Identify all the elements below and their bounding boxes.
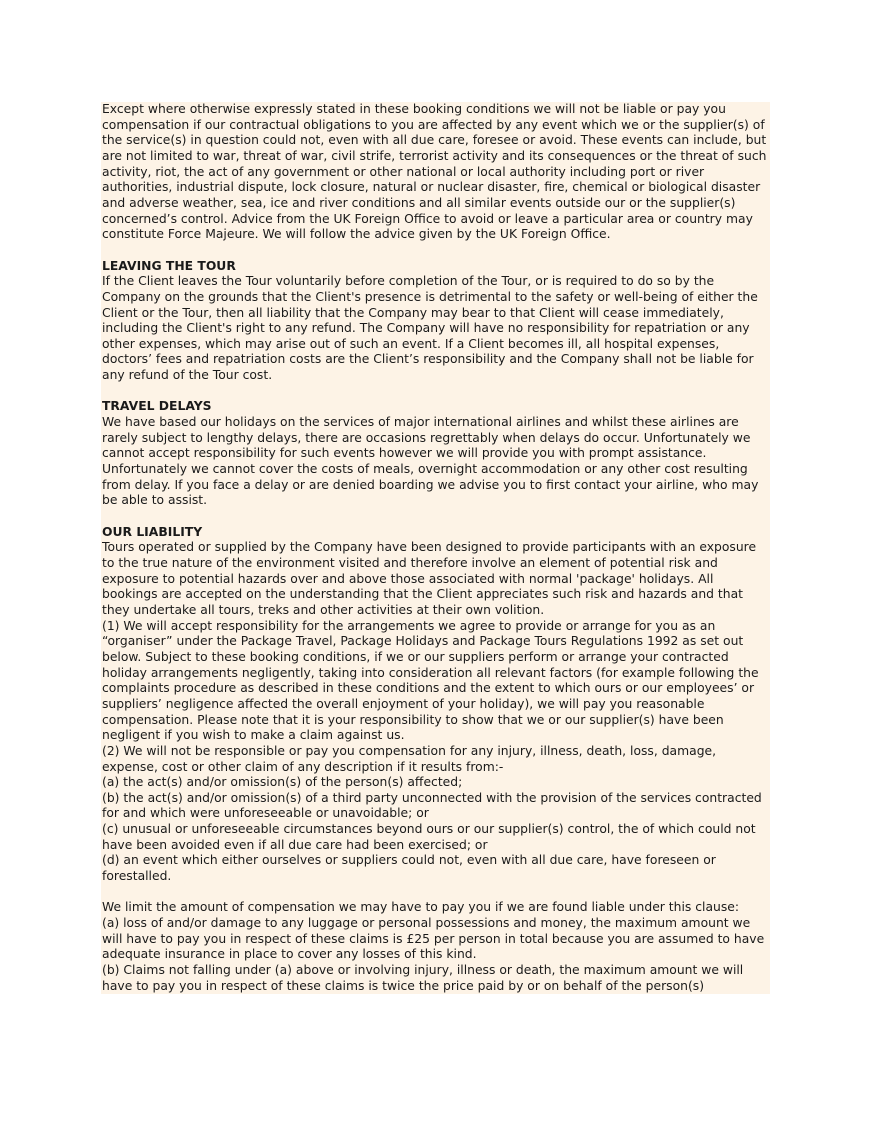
limit-item-a: (a) loss of and/or damage to any luggage or personal possessions and money, the maximum amount we will have to pay you in respect of these claims is £25 per person in total because you are assumed to have adequate insurance in place to cover any losses of this kind. — [102, 916, 765, 962]
clause-2-item-b: (b) the act(s) and/or omission(s) of a third party unconnected with the provision of the services contracted for and which were unforeseeable or unavoidable; or — [102, 790, 762, 821]
spacer — [102, 885, 770, 901]
spacer — [102, 509, 770, 525]
travel-delays-paragraph: We have based our holidays on the services of major international airlines and whilst these airlines are rarely subject to lengthy delays, there are occasions regrettably when delays do occur. Unfortunately we cannot accept responsibility for such events however we will provide you with prompt assistance. Unfortunately we cannot cover the costs of meals, overnight accommodation or any other cost resulting from delay. If you face a delay or are denied boarding we advise you to first contact your airline, who may be able to assist. — [102, 415, 759, 508]
booking-conditions-text — [101, 102, 770, 994]
liability-clause-1: (1) We will accept responsibility for the arrangements we agree to provide or arrange for you as an “organiser” under the Package Travel, Package Holidays and Package Tours Regulations 1992 as set out below. Subject to these booking conditions, if we or our suppliers perform or arrange your contracted holiday arrangements negligently, taking into consideration all relevant factors (for example following the complaints procedure as described in these conditions and the extent to which ours or our employees’ or suppliers’ negligence affected the overall enjoyment of your holiday), we will pay you reasonable compensation. Please note that it is your responsibility to show that we or our supplier(s) have been negligent if you wish to make a claim against us. — [102, 618, 759, 743]
leaving-tour-heading: LEAVING THE TOUR — [102, 258, 236, 273]
force-majeure-paragraph: Except where otherwise expressly stated in these booking conditions we will not be liable or pay you compensation if our contractual obligations to you are affected by any event which we or the supplier(s) of the service(s) in question could not, even with all due care, foresee or avoid. These events can include, but are not limited to war, threat of war, civil strife, terrorist activity and its consequences or the threat of such activity, riot, the act of any government or other national or local authority including port or river authorities, industrial dispute, lock closure, natural or nuclear disaster, fire, chemical or biological disaster and adverse weather, sea, ice and river conditions and all similar events outside our or the supplier(s) concerned’s control. Advice from the UK Foreign Office to avoid or leave a particular area or country may constitute Force Majeure. We will follow the advice given by the UK Foreign Office. — [102, 102, 767, 242]
clause-2-item-d: (d) an event which either ourselves or suppliers could not, even with all due care, have foreseen or forestalled. — [102, 853, 716, 884]
liability-clause-2: (2) We will not be responsible or pay you compensation for any injury, illness, death, loss, damage, expense, cost or other claim of any description if it results from:- — [102, 743, 717, 774]
limit-item-b: (b) Claims not falling under (a) above or involving injury, illness or death, the maximum amount we will have to pay you in respect of these claims is twice the price paid by or on behalf of the person(s) — [102, 963, 744, 993]
spacer — [102, 384, 770, 400]
travel-delays-heading: TRAVEL DELAYS — [102, 399, 212, 414]
leaving-tour-paragraph: If the Client leaves the Tour voluntarily before completion of the Tour, or is required to do so by the Company on the grounds that the Client's presence is detrimental to the safety or well-being of either the Client or the Tour, then all liability that the Company may bear to that Client will cease immediately, including the Client's right to any refund. The Company will have no responsibility for repatriation or any other expenses, which may arise out of such an event. If a Client becomes ill, all hospital expenses, doctors’ fees and repatriation costs are the Client’s responsibility and the Company shall not be liable for any refund of the Tour cost. — [102, 274, 758, 383]
compensation-limit-intro: We limit the amount of compensation we may have to pay you if we are found liable under this clause: — [102, 900, 740, 915]
our-liability-intro: Tours operated or supplied by the Company have been designed to provide participants with an exposure to the true nature of the environment visited and therefore involve an element of potential risk and exposure to potential hazards over and above those associated with normal 'package' holidays. All bookings are accepted on the understanding that the Client appreciates such risk and hazards and that they undertake all tours, treks and other activities at their own volition. — [102, 540, 757, 617]
clause-2-item-a: (a) the act(s) and/or omission(s) of the person(s) affected; — [102, 775, 463, 790]
our-liability-heading: OUR LIABILITY — [102, 524, 203, 539]
clause-2-item-c: (c) unusual or unforeseeable circumstances beyond ours or our supplier(s) control, the of which could not have been avoided even if all due care had been exercised; or — [102, 822, 756, 852]
spacer — [102, 243, 770, 259]
